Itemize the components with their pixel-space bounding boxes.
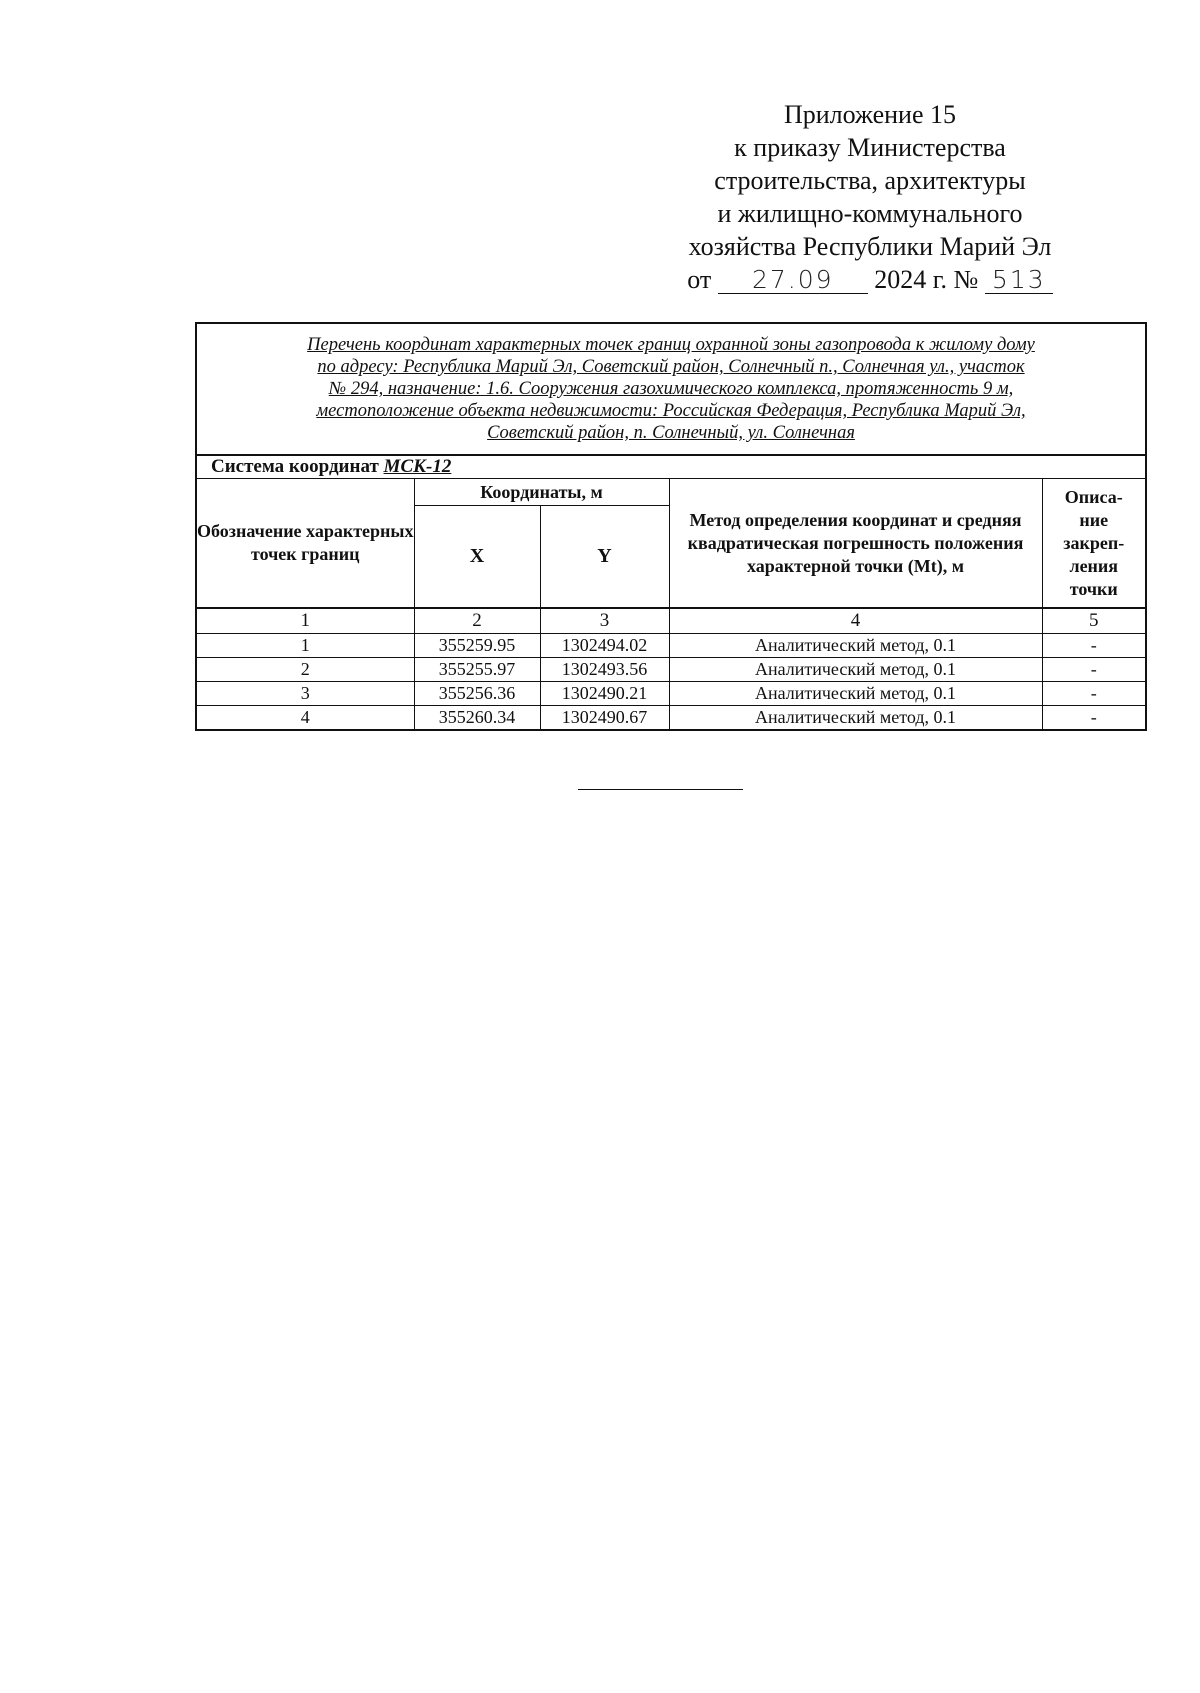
header-point-designation: Обозначение характерных точек границ [196,479,414,609]
method: Аналитический метод, 0.1 [669,682,1042,706]
method: Аналитический метод, 0.1 [669,658,1042,682]
table-caption [196,323,1146,455]
appendix-number: Приложение 15 [783,100,957,129]
coord-x: 355255.97 [414,658,540,682]
ministry-name-1: строительства, архитектуры [714,166,1026,195]
coord-y: 1302490.67 [540,706,669,731]
date-prefix: от [687,265,712,294]
method: Аналитический метод, 0.1 [669,634,1042,658]
header-y: Y [540,506,669,608]
caption-line: № 294, назначение: 1.6. Сооружения газохимического комплекса, протяженность 9 м, [328,379,1014,399]
coordinate-system-label: Система координат [211,456,384,477]
coord-y: 1302490.21 [540,682,669,706]
table-row [196,682,1146,706]
table-row [196,706,1146,731]
ministry-name-2: и жилищно-коммунального [717,199,1023,228]
appendix-header [640,98,1100,296]
point-id: 4 [196,706,414,731]
fixing-description: - [1042,634,1146,658]
coordinate-system-value: МСК-12 [383,456,452,477]
column-number: 2 [414,608,540,634]
coordinate-system-row [196,455,1146,479]
header-description: Описа-ние закреп-ления точки [1042,479,1146,609]
order-date-line [640,263,1100,296]
point-id: 2 [196,658,414,682]
coord-x: 355260.34 [414,706,540,731]
method: Аналитический метод, 0.1 [669,706,1042,731]
table-row [196,658,1146,682]
column-number: 4 [669,608,1042,634]
fixing-description: - [1042,706,1146,731]
caption-line: местоположение объекта недвижимости: Российская Федерация, Республика Марий Эл, [316,401,1026,421]
caption-line: Перечень координат характерных точек границ охранной зоны газопровода к жилому дому [307,335,1035,355]
fixing-description: - [1042,682,1146,706]
fixing-description: - [1042,658,1146,682]
point-id: 1 [196,634,414,658]
coord-y: 1302494.02 [540,634,669,658]
handwritten-order-number: 513 [985,267,1053,294]
coord-x: 355256.36 [414,682,540,706]
coordinates-table [195,322,1147,731]
coord-x: 355259.95 [414,634,540,658]
year-and-number-label: 2024 г. № [874,265,979,294]
closing-divider [578,789,743,790]
caption-line: Советский район, п. Солнечный, ул. Солнечная [487,423,855,443]
column-number: 5 [1042,608,1146,634]
column-number-row [196,608,1146,634]
header-method: Метод определения координат и средняя квадратическая погрешность положения характерной точки (Mt), м [669,479,1042,609]
order-reference: к приказу Министерства [734,133,1006,162]
coord-y: 1302493.56 [540,658,669,682]
handwritten-date: 27.09 [718,267,868,294]
caption-line: по адресу: Республика Марий Эл, Советский район, Солнечный п., Солнечная ул., участок [317,357,1025,377]
column-number: 1 [196,608,414,634]
header-x: X [414,506,540,608]
header-coordinates: Координаты, м [414,479,669,506]
point-id: 3 [196,682,414,706]
table-row [196,634,1146,658]
column-number: 3 [540,608,669,634]
ministry-name-3: хозяйства Республики Марий Эл [688,232,1052,261]
